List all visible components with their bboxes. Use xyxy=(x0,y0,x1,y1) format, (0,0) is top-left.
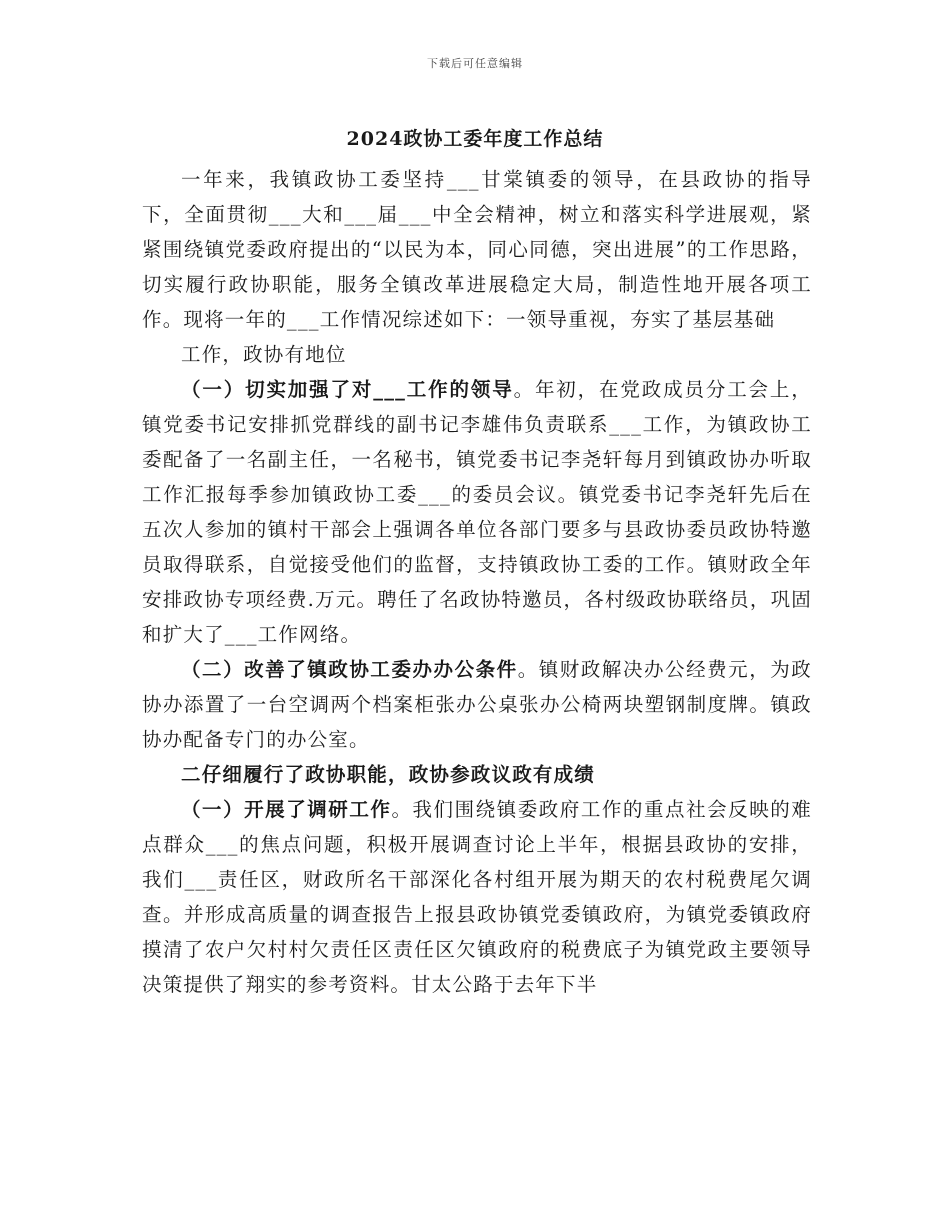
chapter-heading: 二仔细履行了政协职能，政协参政议政有成绩 xyxy=(181,763,596,786)
paragraph-section-1 xyxy=(142,372,812,652)
section-heading: （一）开展了调研工作 xyxy=(181,798,392,821)
section-body: 。我们围绕镇委政府工作的重点社会反映的难点群众___的焦点问题，积极开展调查讨论上半年，根据县政协的安排，我们___责任区，财政所名干部深化各村组开展为期天的农村税费尾欠调查。并形成高质量的调查报告上报县政协镇党委镇政府，为镇党委镇政府摸清了农户欠村村欠责任区责任区欠镇政府的税费底子为镇党政主要领导决策提供了翔实的参考资料。甘太公路于去年下半 xyxy=(142,798,812,996)
section-heading: （二）改善了镇政协工委办办公条件 xyxy=(181,658,518,681)
document-title: 2024政协工委年度工作总结 xyxy=(346,128,604,150)
paragraph-chapter-2 xyxy=(142,757,812,792)
paragraph-intro: 一年来，我镇政协工委坚持___甘棠镇委的领导，在县政协的指导下，全面贯彻___大和___届___中全会精神，树立和落实科学进展观，紧紧围绕镇党委政府提出的“以民为本，同心同德，突出进展”的工作思路，切实履行政协职能，服务全镇改革进展稳定大局，制造性地开展各项工作。现将一年的___工作情况综述如下：一领导重视，夯实了基层基础 xyxy=(142,168,812,331)
header-note: 下载后可任意编辑 xyxy=(427,57,523,70)
document-body xyxy=(142,162,812,1002)
section-heading: （一）切实加强了对___工作的领导 xyxy=(181,378,514,401)
paragraph-section-3 xyxy=(142,792,812,1002)
section-body: 。年初，在党政成员分工会上，镇党委书记安排抓党群线的副书记李雄伟负责联系___工作，为镇政协工委配备了一名副主任，一名秘书，镇党委书记李尧轩每月到镇政协办听取工作汇报每季参加镇政协工委___的委员会议。镇党委书记李尧轩先后在五次人参加的镇村干部会上强调各单位各部门要多与县政协委员政协特邀员取得联系，自觉接受他们的监督，支持镇政协工委的工作。镇财政全年安排政协专项经费.万元。聘任了名政协特邀员，各村级政协联络员，巩固和扩大了___工作网络。 xyxy=(142,378,812,646)
paragraph-section-2 xyxy=(142,652,812,757)
section-body: 。镇财政解决办公经费元，为政协办添置了一台空调两个档案柜张办公桌张办公椅两块塑钢制度牌。镇政协办配备专门的办公室。 xyxy=(142,658,812,751)
paragraph-continuation: 工作，政协有地位 xyxy=(181,343,347,366)
